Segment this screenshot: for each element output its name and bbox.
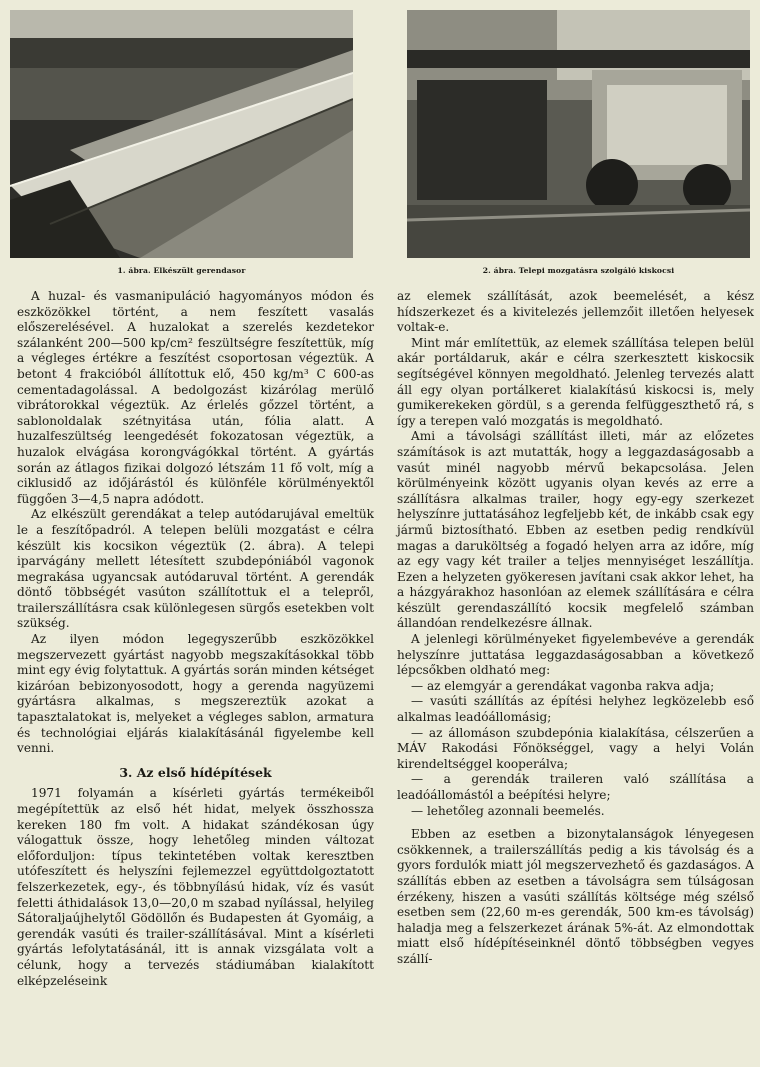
paragraph: A jelenlegi körülményeket figyelembevéve a gerendák helyszínre juttatása leggazdaságosabban a következő lépcsőkben oldható meg: — [397, 632, 754, 678]
paragraph: Ami a távolsági szállítást illeti, már az előzetes számítások is azt mutatták, hogy a leggazdaságosabb a vasút minél nagyobb mérvű bekapcsolása. Jelen körülményeink között ugyanis olyan kevés az erre a szállításra alkalmas trailer, hogy egy-egy szerkezet helyszínre juttatásához legfeljebb két, de inkább csak egy jármű biztosítható. Ebben az esetben pedig rendkívül magas a daruköltség a fogadó helyen arra az időre, míg az egy vagy két trailer a teljes mennyiséget leszállítja. Ezen a helyzeten gyökeresen javítani csak akkor lehet, ha a házgyárakhoz hasonlóan az elemek szállítására e célra készült gerendaszállító kocsik megfelelő számban állandóan rendelkezésre állnak. — [397, 429, 754, 631]
list-item: — lehetőleg azonnali beemelés. — [411, 803, 605, 818]
paragraph: az elemek szállítását, azok beemelését, a kész hídszerkezet és a kivitelezés jellemzőit illetően helyesek voltak-e. — [397, 289, 754, 335]
left-text-column — [17, 289, 374, 989]
paragraph: 1971 folyamán a kísérleti gyártás termékeiből megépítettük az első hét hidat, melyek összhossza kereken 180 fm volt. A hidakat szándékosan úgy válogattuk össze, hogy lehetőleg minden változat előforduljon: típus tekintetében voltak keresztben utófeszített és helyszíni fejlemezzel együttdolgoztatott felszerkezetek, egy-, és többnyílású hidak, víz és vasút feletti áthidalások 13,0—20,0 m szabad nyílással, helyileg Sátoraljaújhelytől Gödöllőn és Budapesten át Gyomáig, a gerendák vasúti és trailer-szállításával. Mint a kísérleti gyártás lefolytatásánál, itt is annak vizsgálata volt a célunk, hogy a tervezés stádiumában kialakított elképzeléseink — [17, 786, 374, 988]
figure-1-photo — [10, 10, 353, 258]
list-item: — az állomáson szubdepónia kialakítása, célszerűen a MÁV Rakodási Főnökséggel, vagy a helyi Volán kirendeltséggel kooperálva; — [397, 725, 754, 771]
paragraph: Ebben az esetben a bizonytalanságok lényegesen csökkennek, a trailerszállítás pedig a kis távolság és a gyors fordulók miatt jól megszervezhető és gazdaságos. A szállítás ebben az esetben a távolságra sem túlságosan érzékeny, hiszen a vasúti szállítás költsége még szélső esetben sem (22,60 m-es gerendák, 500 km-es távolság) haladja meg a felszerkezet árának 5%-át. Az elmondottak miatt első hídépítéseinknél döntő többségben vegyes szállí- — [397, 827, 754, 966]
paragraph: Az ilyen módon legegyszerűbb eszközökkel megszervezett gyártást nagyobb megszakításokkal több mint egy évig folytattuk. A gyártás során minden kétséget kizáróan bebizonyosodott, hogy a gerenda nagyüzemi gyártásra alkalmas, s megszereztük azokat a tapasztalatokat is, melyeket a végleges sablon, armatura és technológiai eljárás kialakításánál figyelembe kell venni. — [17, 632, 374, 756]
paragraph: Az elkészült gerendákat a telep autódarujával emeltük le a feszítőpadról. A telepen belüli mozgatást e célra készült kis kocsikon végeztük (2. ábra). A telepi iparvágány mellett létesített szubdepóniából vagonok megrakása ugyancsak autódaruval történt. A gerendák döntő többségét vasúton szállítottuk el a telepről, trailerszállításra csak különlegesen sürgős esetekben volt szükség. — [17, 507, 374, 631]
paragraph: A huzal- és vasmanipuláció hagyományos módon és eszközökkel történt, a nem feszített vasalás előszerelésével. A huzalokat a szerelés kezdetekor szálanként 200—500 kp/cm² feszültségre feszítettük, míg a végleges értékre a feszítést csoportosan végeztük. A betont 4 frakcióból állítottuk elő, 450 kg/m³ C 600-as cementadagolással. A bedolgozást kizárólag merülő vibrátorokkal végeztük. Az érlelés gőzzel történt, a sablonoldalak szétnyitása után, fólia alatt. A huzalfeszültség leengedését fokozatosan végeztük, a huzalok elvágása korongvágókkal történt. A gyártás során az átlagos fizikai dolgozó létszám 11 fő volt, míg a ciklusidő az időjárástól és különféle körülményektől függően 3—4,5 napra adódott. — [17, 289, 374, 506]
section-heading: 3. Az első hídépítések — [119, 764, 272, 780]
right-text-column — [397, 289, 754, 968]
paragraph: Mint már említettük, az elemek szállítása telepen belül akár portáldaruk, akár e célra szerkesztett kiskocsik segítségével könnyen megoldható. Jelenleg tervezés alatt áll egy olyan portálkeret kialakítású kiskocsi is, mely gumikerekeken gördül, s a gerenda felfüggeszthető rá, s így a terepen való mozgatás is megoldható. — [397, 335, 754, 428]
figure-1-caption: 1. ábra. Elkészült gerendasor — [117, 266, 246, 275]
list-item: — a gerendák traileren való szállítása a leadóállomástól a beépítési helyre; — [397, 772, 754, 802]
list-item: — az elemgyár a gerendákat vagonba rakva adja; — [411, 678, 715, 693]
figure-2-photo — [407, 10, 750, 258]
figure-2-caption: 2. ábra. Telepi mozgatásra szolgáló kiskocsi — [482, 266, 675, 275]
list-item: — vasúti szállítás az építési helyhez legközelebb eső alkalmas leadóállomásig; — [397, 694, 754, 725]
